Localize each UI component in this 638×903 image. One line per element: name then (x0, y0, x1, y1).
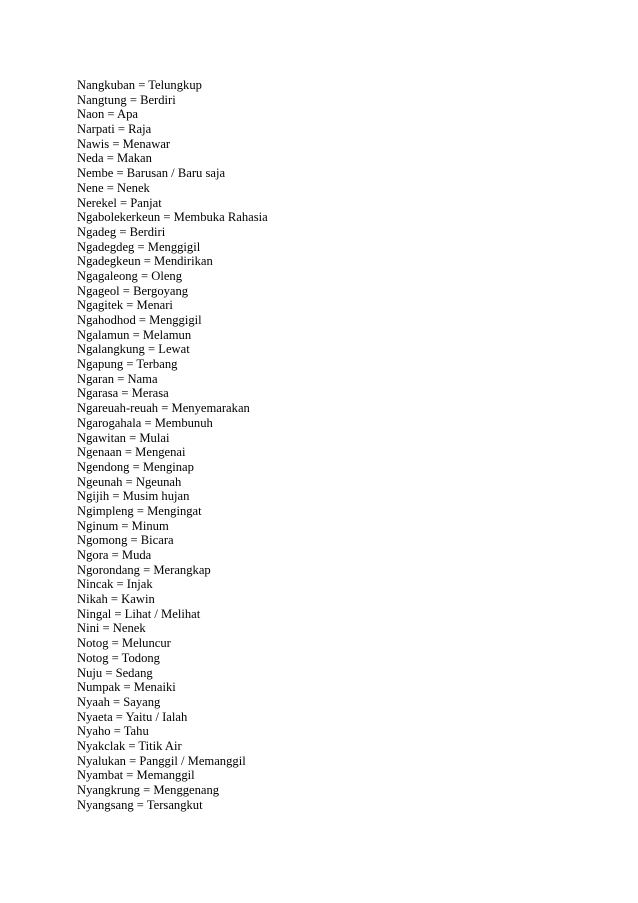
glossary-entry: Nangtung = Berdiri (77, 92, 176, 107)
glossary-entry: Ngaran = Nama (77, 371, 158, 386)
glossary-entry: Nginum = Minum (77, 518, 169, 533)
glossary-entry: Ngijih = Musim hujan (77, 489, 190, 504)
glossary-entry: Ngageol = Bergoyang (77, 283, 189, 298)
glossary-entry: Ngawitan = Mulai (77, 430, 170, 445)
glossary-entry: Ngabolekerkeun = Membuka Rahasia (77, 210, 268, 225)
glossary-entry: Ngomong = Bicara (77, 533, 174, 548)
glossary-entry: Nincak = Injak (77, 577, 153, 592)
glossary-entry: Nuju = Sedang (77, 665, 153, 680)
glossary-entry: Ngarasa = Merasa (77, 386, 169, 401)
glossary-entry: Ngendong = Menginap (77, 459, 194, 474)
glossary-entry: Nyangkrung = Menggenang (77, 783, 220, 797)
glossary-entry: Nembe = Barusan / Baru saja (77, 166, 226, 181)
glossary-entry: Neda = Makan (77, 151, 152, 166)
glossary-entry: Nyaho = Tahu (77, 724, 149, 739)
glossary-list (77, 78, 268, 812)
glossary-entry: Nangkuban = Telungkup (77, 78, 202, 92)
glossary-entry: Naon = Apa (77, 107, 138, 122)
glossary-entry: Ngalamun = Melamun (77, 327, 192, 342)
glossary-entry: Ngarogahala = Membunuh (77, 415, 213, 430)
glossary-entry: Ngeunah = Ngeunah (77, 474, 182, 489)
glossary-entry: Numpak = Menaiki (77, 680, 176, 695)
glossary-entry: Ngareuah-reuah = Menyemarakan (77, 401, 250, 416)
glossary-entry: Ngadegkeun = Mendirikan (77, 254, 213, 269)
glossary-entry: Nini = Nenek (77, 621, 146, 636)
glossary-entry: Nyaeta = Yaitu / Ialah (77, 709, 188, 724)
glossary-entry: Ngalangkung = Lewat (77, 342, 190, 357)
glossary-entry: Nyambat = Memanggil (77, 768, 195, 783)
glossary-entry: Nawis = Menawar (77, 136, 171, 151)
glossary-entry: Ngadegdeg = Menggigil (77, 239, 201, 254)
glossary-entry: Ngenaan = Mengenai (77, 445, 186, 460)
glossary-entry: Nyangsang = Tersangkut (77, 797, 203, 812)
glossary-entry: Ngora = Muda (77, 548, 152, 562)
glossary-entry: Narpati = Raja (77, 122, 152, 137)
glossary-entry: Ngorondang = Merangkap (77, 562, 211, 577)
glossary-entry: Nyakclak = Titik Air (77, 738, 182, 753)
glossary-entry: Nyalukan = Panggil / Memanggil (77, 753, 246, 768)
glossary-entry: Ngagitek = Menari (77, 298, 173, 313)
glossary-entry: Nyaah = Sayang (77, 694, 161, 709)
glossary-entry: Nene = Nenek (77, 180, 150, 195)
glossary-entry: Ngimpleng = Mengingat (77, 503, 202, 518)
glossary-entry: Ngadeg = Berdiri (77, 224, 166, 239)
glossary-entry: Notog = Meluncur (77, 636, 171, 651)
glossary-entry: Ngapung = Terbang (77, 357, 178, 372)
glossary-entry: Ngahodhod = Menggigil (77, 313, 202, 327)
glossary-entry: Notog = Todong (77, 650, 160, 665)
glossary-entry: Nerekel = Panjat (77, 195, 162, 210)
glossary-entry: Ningal = Lihat / Melihat (77, 606, 201, 621)
glossary-entry: Ngagaleong = Oleng (77, 268, 183, 283)
glossary-entry: Nikah = Kawin (77, 592, 155, 607)
